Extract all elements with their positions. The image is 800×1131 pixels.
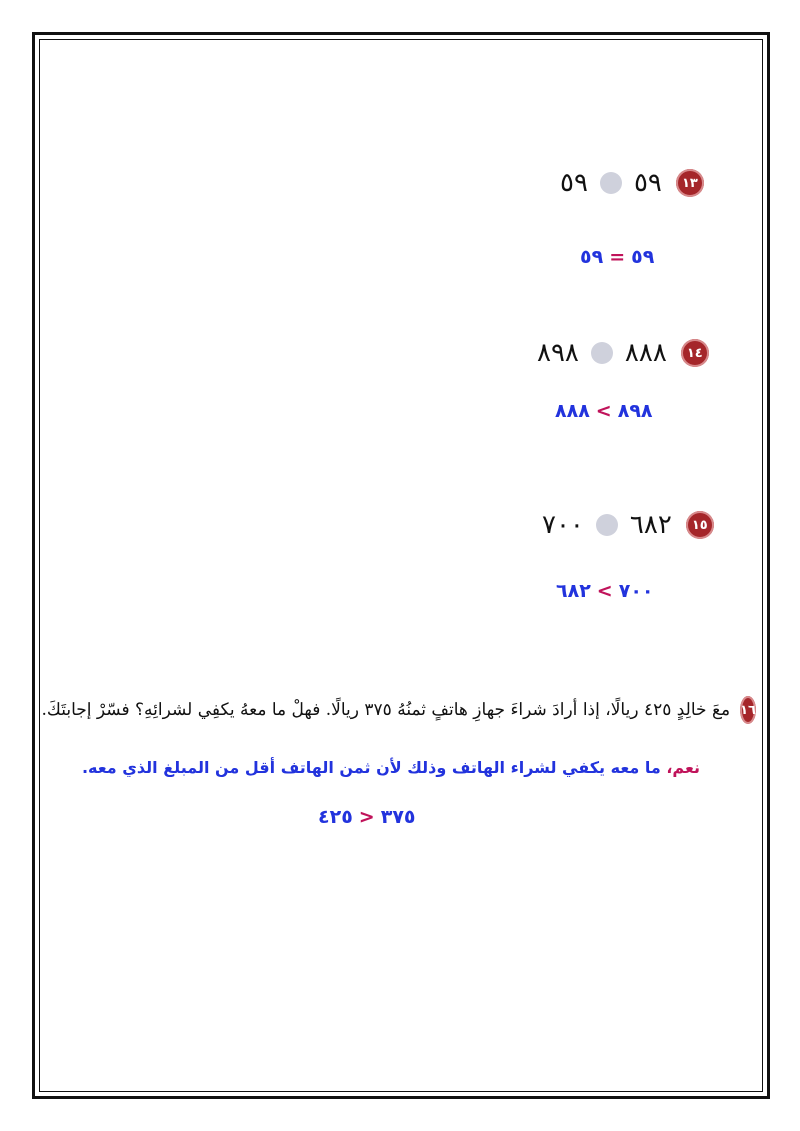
q13-number-badge: ١٣ (676, 169, 704, 197)
q14-number-badge: ١٤ (681, 339, 709, 367)
q14-answer (555, 400, 653, 422)
question-14 (537, 338, 709, 368)
question-13 (560, 168, 704, 198)
q14-answer-left: ٨٩٨ (617, 400, 653, 422)
q13-answer-left: ٥٩ (631, 246, 655, 268)
q16-question-text: معَ خالِدٍ ٤٢٥ ريالًا، إذا أرادَ شراءَ جهازِ هاتفٍ ثمنُهُ ٣٧٥ ريالًا. فهلْ ما معهُ يكفِي لشرائِهِ؟ فسّرْ إجابتَكَ. (41, 700, 731, 720)
q16-inequality-left: ٣٧٥ (380, 806, 416, 828)
question-15 (542, 510, 714, 540)
q13-answer-right: ٥٩ (580, 246, 604, 268)
q15-answer-right: ٦٨٢ (556, 580, 591, 602)
q15-answer (556, 580, 654, 602)
q15-right-number: ٦٨٢ (629, 510, 672, 540)
q16-inequality-right: ٤٢٥ (318, 806, 353, 828)
q15-compare-circle[interactable] (596, 514, 618, 536)
q13-left-number: ٥٩ (560, 168, 588, 198)
q15-answer-op: > (596, 580, 613, 602)
q16-explanation (81, 758, 700, 777)
q15-left-number: ٧٠٠ (542, 510, 584, 540)
q14-left-number: ٨٩٨ (537, 338, 579, 368)
question-16 (41, 696, 756, 724)
q16-answer-rest: ما معه يكفي لشراء الهاتف وذلك لأن ثمن الهاتف أقل من المبلغ الذي معه. (81, 758, 667, 777)
q16-answer-yes: نعم، (666, 758, 700, 777)
q16-inequality (318, 806, 416, 828)
q14-answer-op: > (595, 400, 612, 422)
q16-number-badge: ١٦ (740, 696, 756, 724)
q13-right-number: ٥٩ (633, 168, 662, 198)
q14-compare-circle[interactable] (591, 342, 613, 364)
q13-answer-op: = (609, 246, 626, 268)
q14-answer-right: ٨٨٨ (555, 400, 590, 422)
q16-inequality-op: < (358, 806, 375, 828)
q15-answer-left: ٧٠٠ (618, 580, 654, 602)
q13-compare-circle[interactable] (600, 172, 622, 194)
q14-right-number: ٨٨٨ (624, 338, 667, 368)
q13-answer (580, 246, 654, 268)
q15-number-badge: ١٥ (686, 511, 714, 539)
